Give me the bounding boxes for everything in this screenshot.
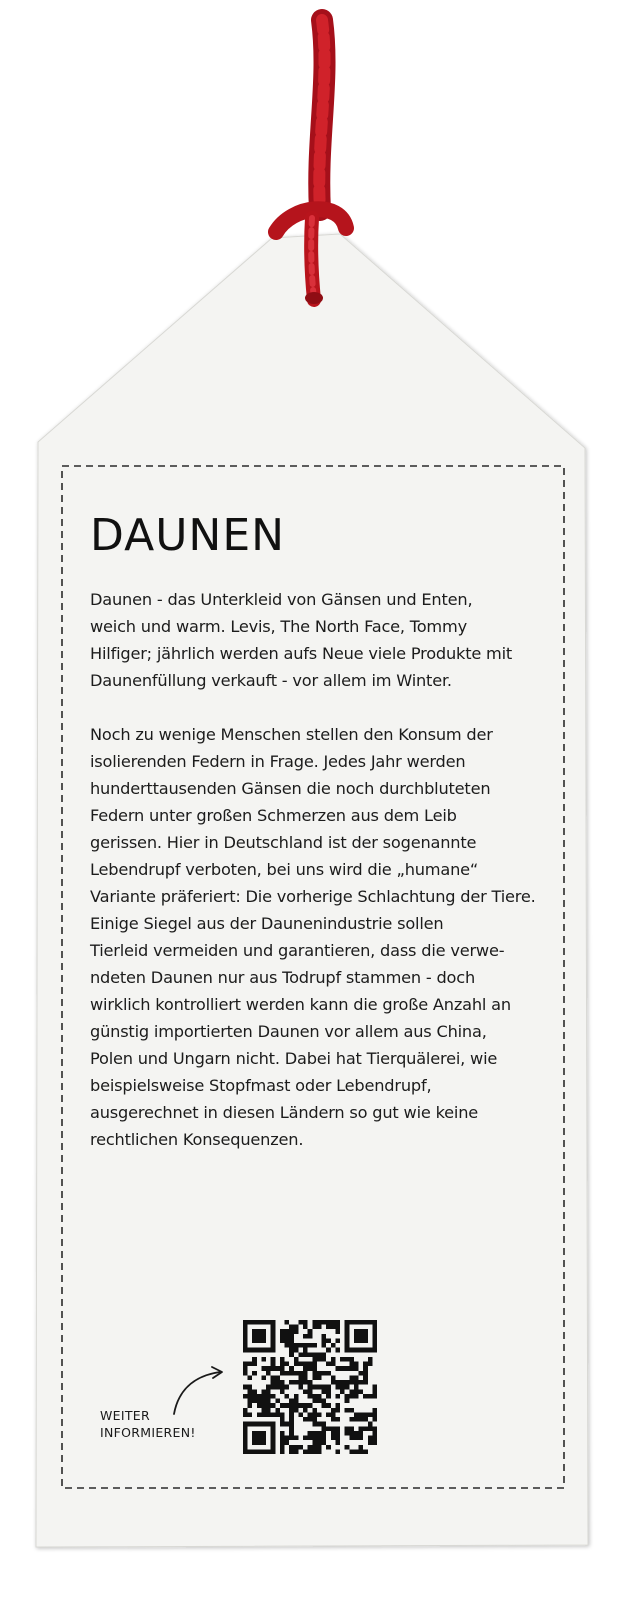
text-line: Daunenfüllung verkauft - vor allem im Winter.	[90, 671, 452, 691]
text-line: Variante präferiert: Die vorherige Schlachtung der Tiere.	[90, 887, 536, 907]
text-line: rechtlichen Konsequenzen.	[90, 1130, 304, 1150]
text-line: Daunen - das Unterkleid von Gänsen und Enten,	[90, 590, 473, 610]
text-line: günstig importierten Daunen vor allem aus China,	[90, 1022, 487, 1042]
text-line: weich und warm. Levis, The North Face, Tommy	[90, 617, 467, 637]
text-line: Federn unter großen Schmerzen aus dem Leib	[90, 806, 457, 826]
text-line: Einige Siegel aus der Daunenindustrie sollen	[90, 914, 444, 934]
tag-title: DAUNEN	[90, 510, 286, 561]
text-line: Lebendrupf verboten, bei uns wird die „humane“	[90, 860, 479, 880]
cta-line-1: WEITER	[100, 1408, 150, 1423]
text-line: Polen und Ungarn nicht. Dabei hat Tierquälerei, wie	[90, 1049, 498, 1069]
text-line: gerissen. Hier in Deutschland ist der sogenannte	[90, 833, 477, 853]
text-line: wirklich kontrolliert werden kann die große Anzahl an	[90, 995, 511, 1015]
text-line: beispielsweise Stopfmast oder Lebendrupf,	[90, 1076, 432, 1096]
cta-label	[100, 1407, 196, 1441]
cta-line-2: INFORMIEREN!	[100, 1425, 196, 1440]
text-line: isolierenden Federn in Frage. Jedes Jahr werden	[90, 752, 466, 772]
paragraph-1	[90, 586, 550, 694]
text-line: ndeten Daunen nur aus Todrupf stammen - doch	[90, 968, 476, 988]
qr-code[interactable]	[243, 1320, 377, 1454]
text-line: hunderttausenden Gänsen die noch durchbluteten	[90, 779, 491, 799]
paragraph-2	[90, 721, 550, 1153]
text-line: Noch zu wenige Menschen stellen den Konsum der	[90, 725, 493, 745]
text-line: ausgerechnet in diesen Ländern so gut wie keine	[90, 1103, 479, 1123]
text-line: Tierleid vermeiden und garantieren, dass die verwe-	[90, 941, 505, 961]
text-line: Hilfiger; jährlich werden aufs Neue viele Produkte mit	[90, 644, 513, 664]
